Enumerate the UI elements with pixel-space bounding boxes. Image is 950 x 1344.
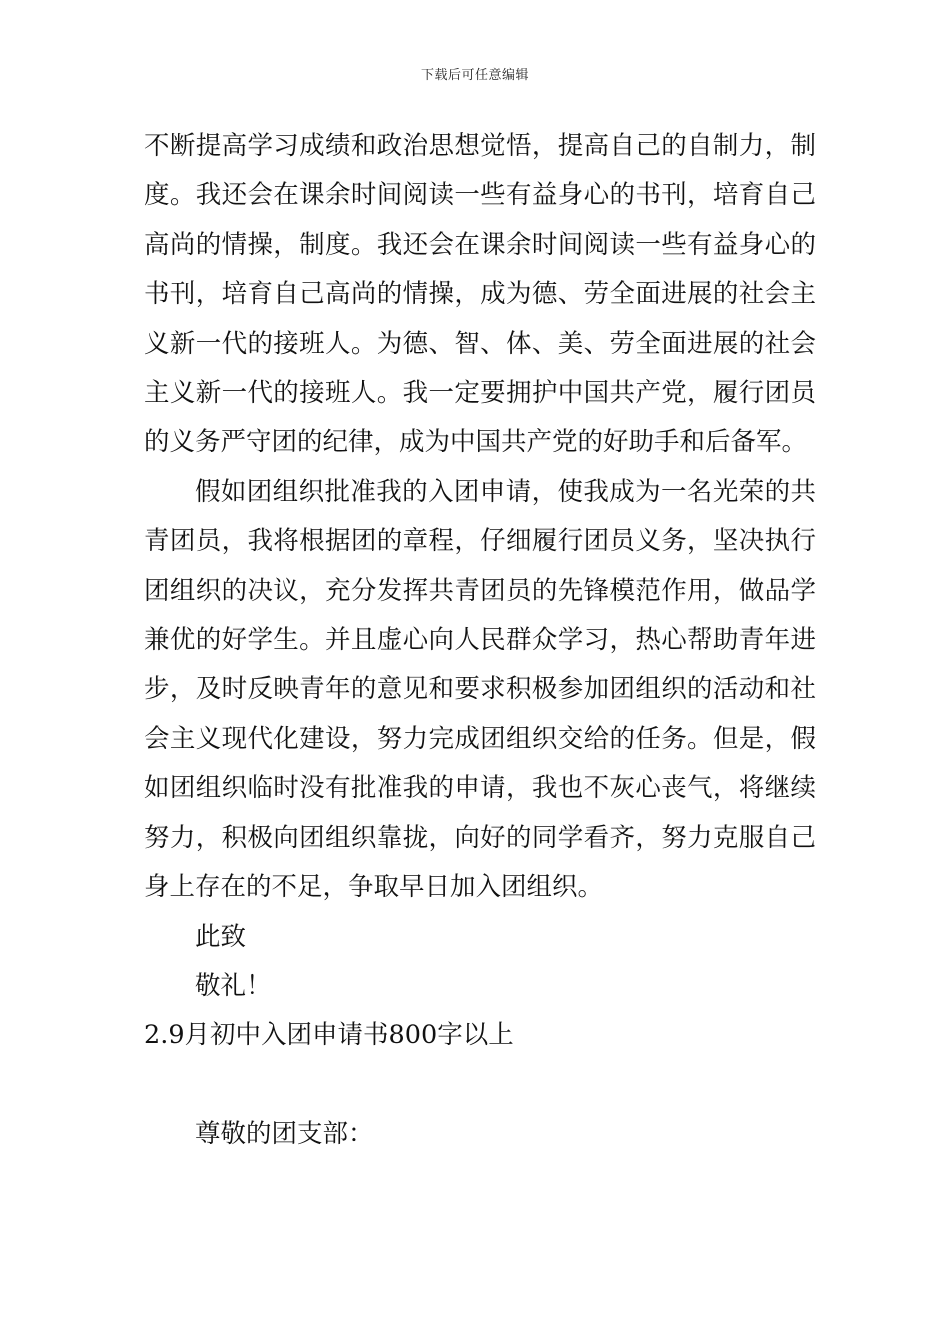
closing-jing-li: 敬礼！ (195, 970, 272, 1001)
salutation: 尊敬的团支部： (195, 1119, 374, 1150)
closing-ci-zhi: 此致 (195, 921, 247, 952)
page-header-note: 下载后可任意编辑 (420, 68, 529, 83)
document-body (144, 122, 816, 1160)
body-paragraph-2: 假如团组织批准我的入团申请，使我成为一名光荣的共青团员，我将根据团的章程，仔细履行团员义务，坚决执行团组织的决议，充分发挥共青团员的先锋模范作用，做品学兼优的好学生。并且虚心向人民群众学习，热心帮助青年进步，及时反映青年的意见和要求积极参加团组织的活动和社会主义现代化建设，努力完成团组织交给的任务。但是，假如团组织临时没有批准我的申请，我也不灰心丧气，将继续努力，积极向团组织靠拢，向好的同学看齐，努力克服自己身上存在的不足，争取早日加入团组织。 (144, 476, 816, 903)
section-gap (144, 1061, 816, 1110)
section-title: 2.9月初中入团申请书800字以上 (144, 1020, 514, 1051)
body-paragraph-1: 不断提高学习成绩和政治思想觉悟，提高自己的自制力，制度。我还会在课余时间阅读一些有益身心的书刊，培育自己高尚的情操，制度。我还会在课余时间阅读一些有益身心的书刊，培育自己高尚的情操，成为德、劳全面进展的社会主义新一代的接班人。为德、智、体、美、劳全面进展的社会主义新一代的接班人。我一定要拥护中国共产党，履行团员的义务严守团的纪律，成为中国共产党的好助手和后备军。 (144, 131, 816, 458)
